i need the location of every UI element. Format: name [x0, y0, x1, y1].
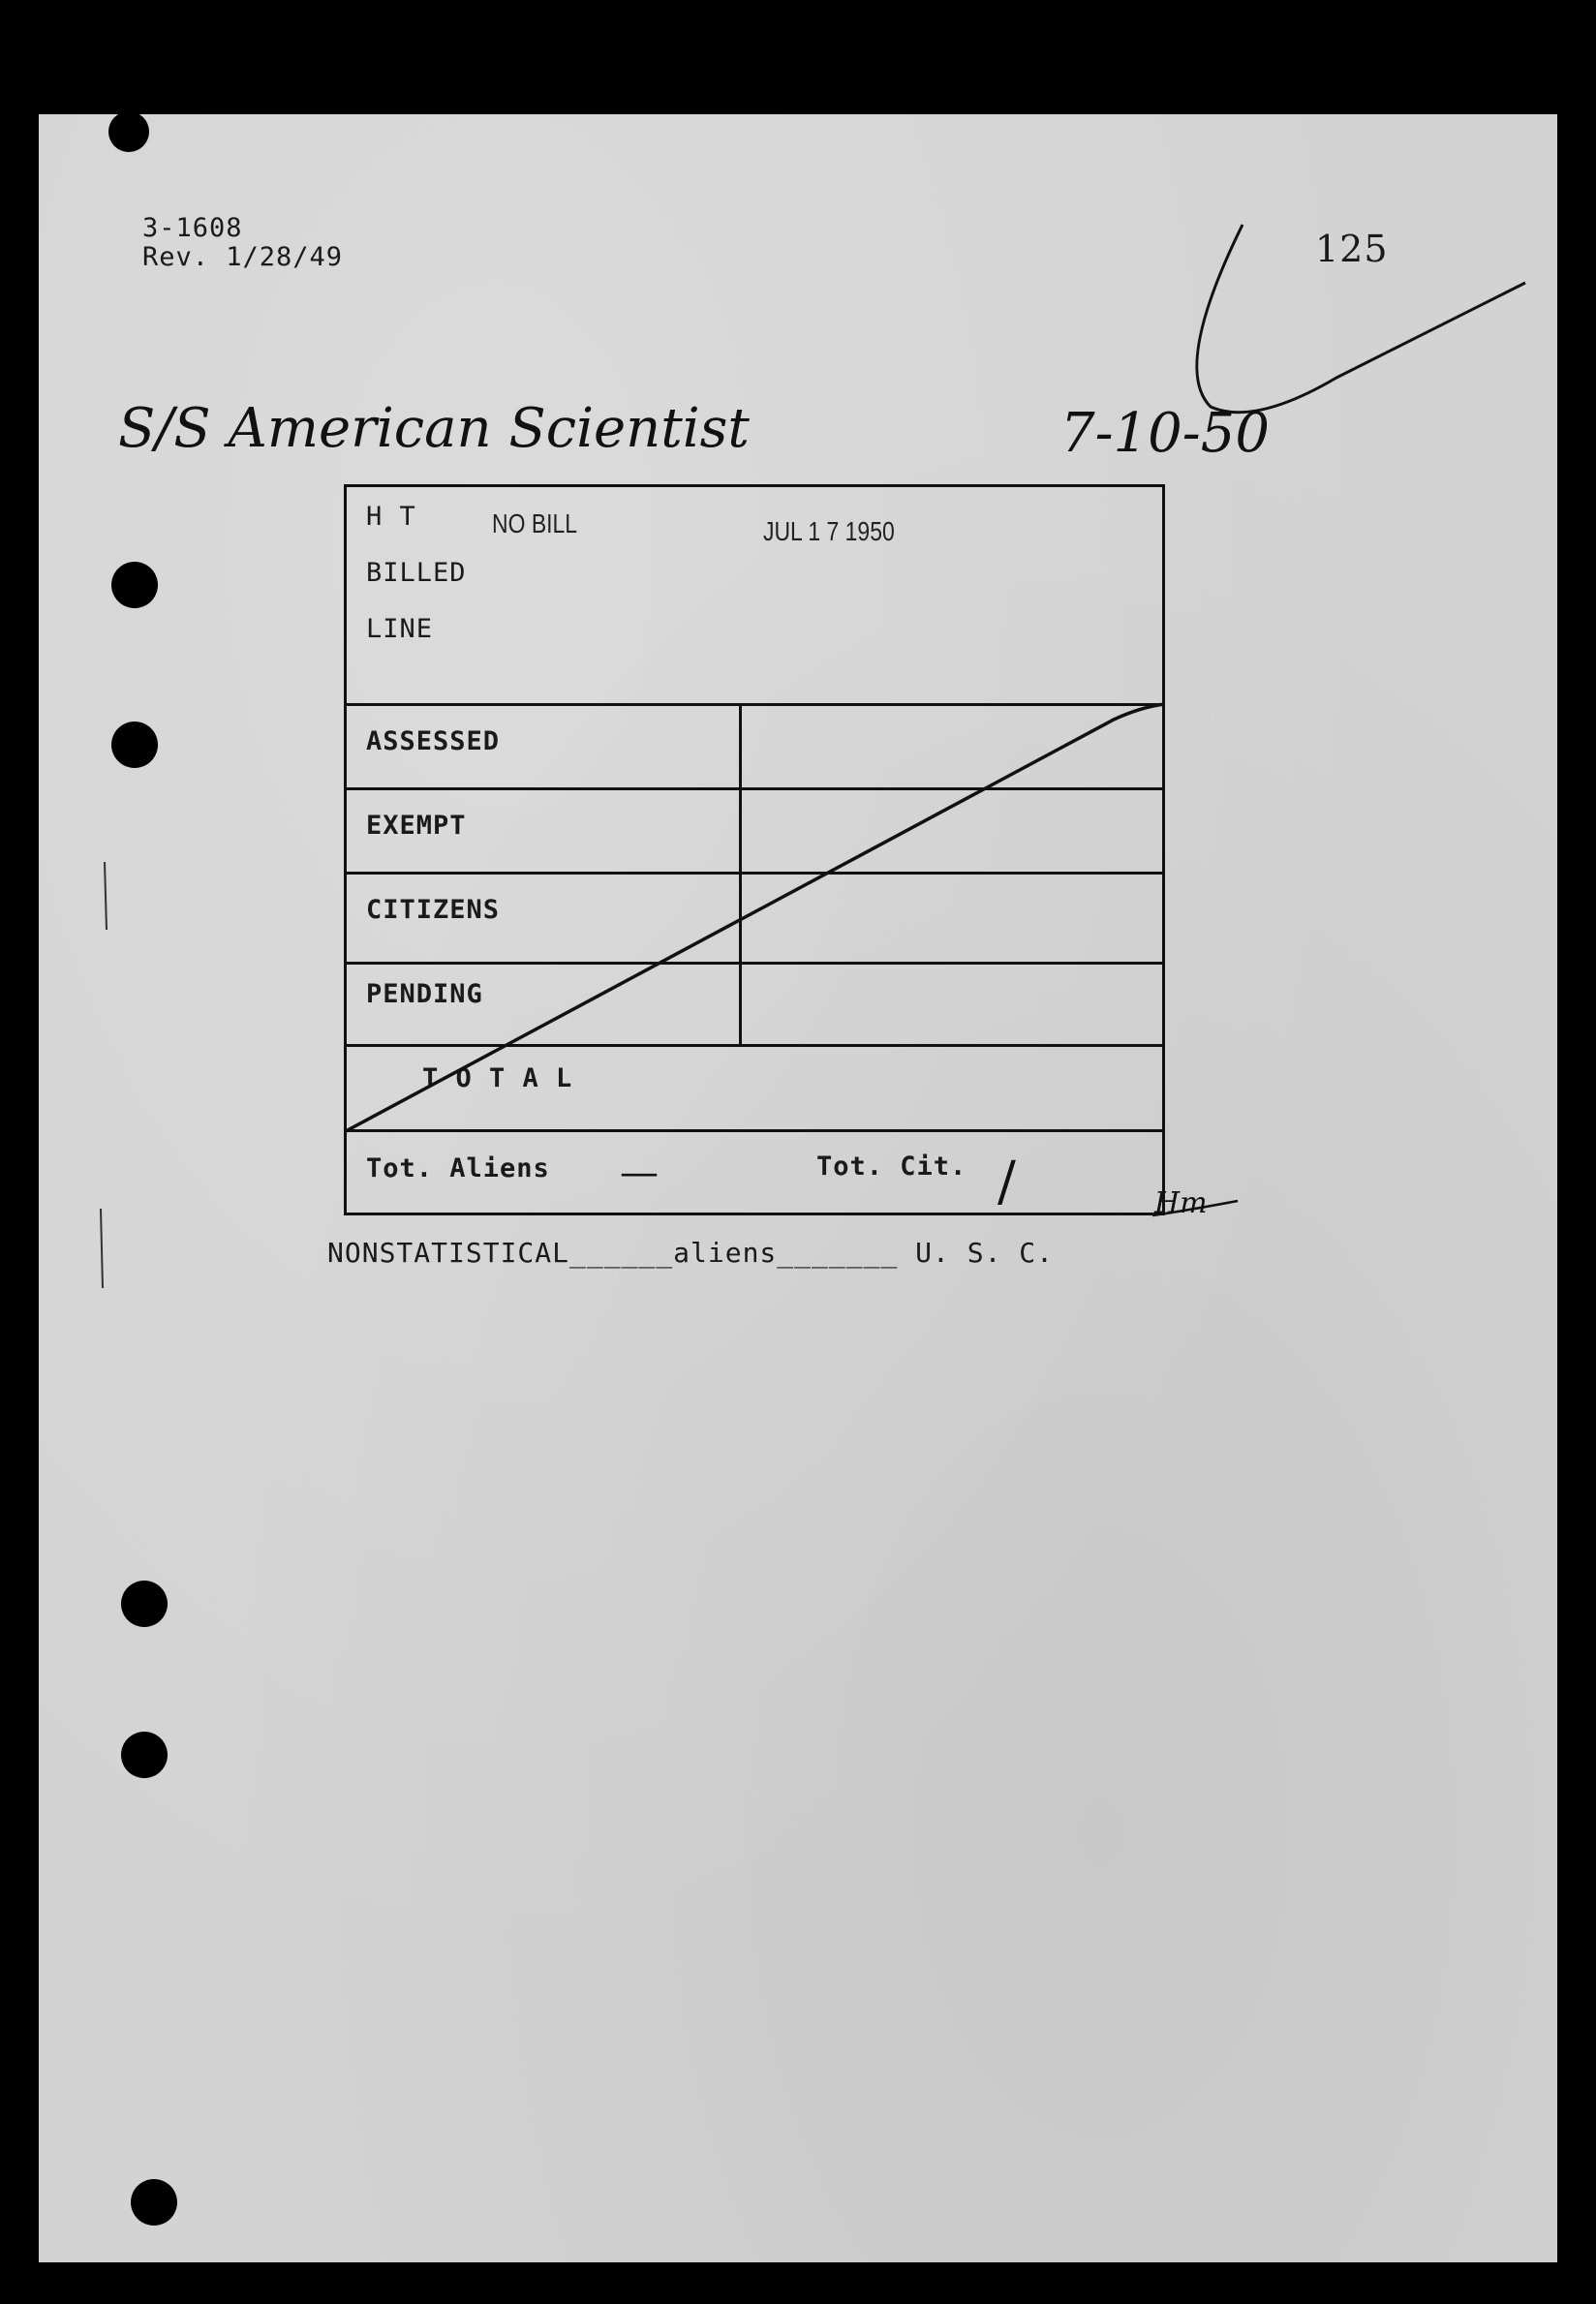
handwritten-date: 7-10-50: [1060, 402, 1270, 465]
label-billed: BILLED: [366, 558, 467, 588]
row-divider: [347, 787, 1165, 790]
column-divider: [739, 703, 742, 1044]
binder-hole: [111, 562, 158, 608]
row-divider: [347, 1044, 1165, 1047]
tot-aliens-mark: —: [620, 1151, 659, 1195]
label-tot-aliens: Tot. Aliens: [366, 1153, 550, 1183]
label-assessed: ASSESSED: [366, 726, 501, 756]
tot-cit-mark: /: [998, 1151, 1016, 1213]
label-exempt: EXEMPT: [366, 811, 467, 841]
label-ht: H T: [366, 502, 416, 532]
binder-hole: [121, 1732, 168, 1778]
row-divider: [347, 1129, 1165, 1132]
binder-hole: [131, 2179, 177, 2226]
received-date-stamp: JUL 1 7 1950: [763, 516, 895, 546]
binder-hole: [108, 111, 149, 152]
label-pending: PENDING: [366, 979, 483, 1009]
label-tot-cit: Tot. Cit.: [816, 1152, 967, 1182]
form-revision: Rev. 1/28/49: [142, 242, 344, 272]
row-divider: [347, 962, 1165, 965]
label-citizens: CITIZENS: [366, 895, 501, 925]
nonstatistical-line: NONSTATISTICAL______aliens_______ U. S. C.: [327, 1237, 1055, 1269]
binder-hole: [121, 1581, 168, 1627]
label-total: T O T A L: [422, 1063, 573, 1093]
label-line: LINE: [366, 614, 434, 644]
page-number: 125: [1315, 228, 1389, 270]
row-divider: [347, 872, 1165, 875]
initials: Hm: [1154, 1186, 1208, 1220]
ship-name: S/S American Scientist: [118, 397, 750, 460]
form-number: 3-1608: [142, 213, 243, 243]
no-bill-stamp: NO BILL: [492, 508, 578, 538]
manifest-form-table: [344, 484, 1165, 1215]
row-divider: [347, 703, 1165, 706]
binder-hole: [111, 722, 158, 768]
